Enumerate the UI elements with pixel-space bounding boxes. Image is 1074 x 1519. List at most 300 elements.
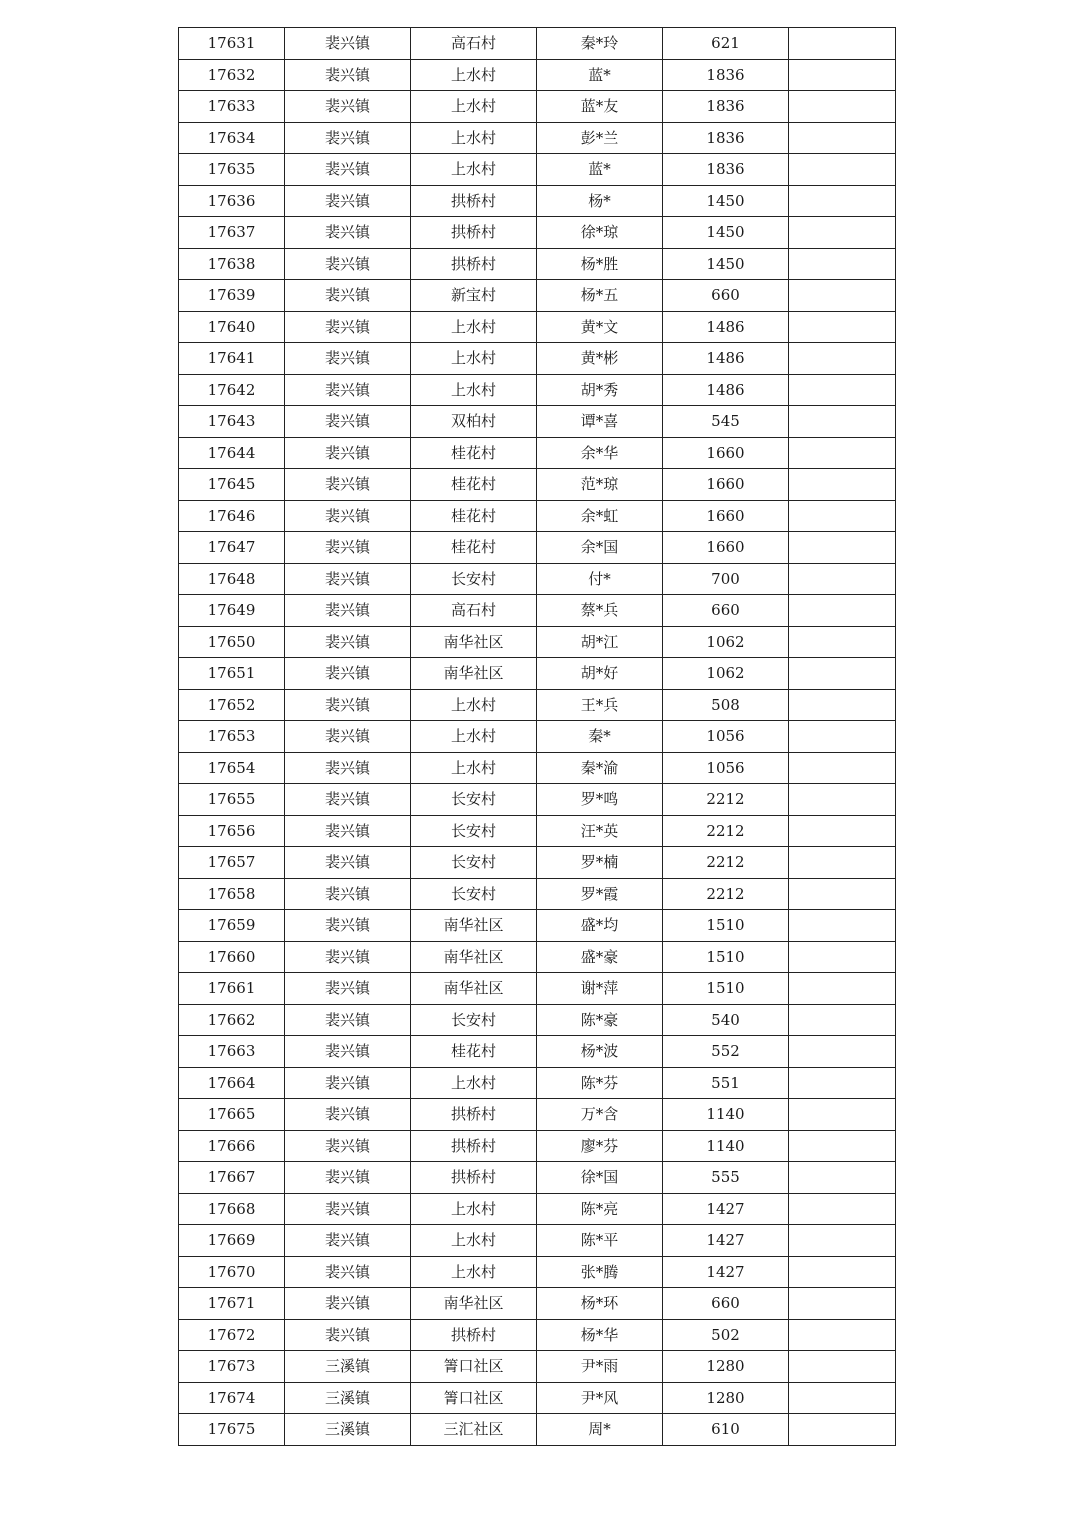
cell-town: 裴兴镇 — [285, 1130, 411, 1162]
table-row — [179, 721, 896, 753]
cell-name: 杨*环 — [537, 1288, 663, 1320]
cell-town: 裴兴镇 — [285, 689, 411, 721]
cell-village: 上水村 — [411, 1256, 537, 1288]
cell-name: 陈*平 — [537, 1225, 663, 1257]
cell-serial-number: 17638 — [179, 248, 285, 280]
cell-town: 裴兴镇 — [285, 311, 411, 343]
cell-village: 桂花村 — [411, 532, 537, 564]
cell-name: 徐*国 — [537, 1162, 663, 1194]
cell-town: 裴兴镇 — [285, 941, 411, 973]
cell-name: 谢*萍 — [537, 973, 663, 1005]
cell-amount: 1836 — [663, 91, 789, 123]
cell-note — [789, 406, 896, 438]
cell-name: 罗*霞 — [537, 878, 663, 910]
cell-name: 黄*彬 — [537, 343, 663, 375]
cell-amount: 1836 — [663, 59, 789, 91]
cell-amount: 1450 — [663, 185, 789, 217]
cell-name: 蓝* — [537, 59, 663, 91]
cell-serial-number: 17658 — [179, 878, 285, 910]
cell-town: 裴兴镇 — [285, 343, 411, 375]
cell-village: 南华社区 — [411, 973, 537, 1005]
cell-town: 裴兴镇 — [285, 469, 411, 501]
cell-note — [789, 1225, 896, 1257]
cell-village: 上水村 — [411, 721, 537, 753]
table-row — [179, 815, 896, 847]
cell-town: 裴兴镇 — [285, 563, 411, 595]
cell-town: 裴兴镇 — [285, 185, 411, 217]
table-row — [179, 1193, 896, 1225]
cell-town: 裴兴镇 — [285, 154, 411, 186]
cell-town: 裴兴镇 — [285, 248, 411, 280]
cell-note — [789, 59, 896, 91]
cell-amount: 552 — [663, 1036, 789, 1068]
cell-serial-number: 17671 — [179, 1288, 285, 1320]
cell-town: 裴兴镇 — [285, 878, 411, 910]
cell-serial-number: 17651 — [179, 658, 285, 690]
cell-village: 长安村 — [411, 815, 537, 847]
cell-name: 杨*五 — [537, 280, 663, 312]
table-row — [179, 973, 896, 1005]
cell-town: 裴兴镇 — [285, 626, 411, 658]
cell-village: 新宝村 — [411, 280, 537, 312]
cell-village: 长安村 — [411, 1004, 537, 1036]
cell-serial-number: 17642 — [179, 374, 285, 406]
cell-name: 罗*楠 — [537, 847, 663, 879]
cell-amount: 2212 — [663, 815, 789, 847]
table-row — [179, 154, 896, 186]
cell-note — [789, 500, 896, 532]
table-row — [179, 343, 896, 375]
cell-town: 裴兴镇 — [285, 91, 411, 123]
cell-village: 高石村 — [411, 595, 537, 627]
cell-town: 裴兴镇 — [285, 815, 411, 847]
cell-amount: 1660 — [663, 437, 789, 469]
cell-amount: 1450 — [663, 217, 789, 249]
cell-town: 裴兴镇 — [285, 374, 411, 406]
cell-town: 裴兴镇 — [285, 280, 411, 312]
cell-village: 双柏村 — [411, 406, 537, 438]
cell-village: 高石村 — [411, 28, 537, 60]
cell-amount: 2212 — [663, 784, 789, 816]
table-row — [179, 469, 896, 501]
table-row — [179, 311, 896, 343]
cell-note — [789, 28, 896, 60]
cell-village: 拱桥村 — [411, 185, 537, 217]
cell-name: 彭*兰 — [537, 122, 663, 154]
cell-amount: 1056 — [663, 721, 789, 753]
cell-town: 裴兴镇 — [285, 1256, 411, 1288]
table-row — [179, 91, 896, 123]
cell-note — [789, 1036, 896, 1068]
table-row — [179, 500, 896, 532]
cell-name: 杨*胜 — [537, 248, 663, 280]
cell-town: 裴兴镇 — [285, 752, 411, 784]
cell-serial-number: 17650 — [179, 626, 285, 658]
cell-note — [789, 721, 896, 753]
cell-note — [789, 1414, 896, 1446]
cell-village: 南华社区 — [411, 626, 537, 658]
cell-name: 余*虹 — [537, 500, 663, 532]
cell-serial-number: 17653 — [179, 721, 285, 753]
table-row — [179, 1036, 896, 1068]
cell-serial-number: 17647 — [179, 532, 285, 564]
cell-name: 秦* — [537, 721, 663, 753]
cell-village: 桂花村 — [411, 437, 537, 469]
cell-serial-number: 17669 — [179, 1225, 285, 1257]
cell-name: 尹*风 — [537, 1382, 663, 1414]
cell-note — [789, 532, 896, 564]
cell-serial-number: 17645 — [179, 469, 285, 501]
cell-serial-number: 17652 — [179, 689, 285, 721]
cell-town: 裴兴镇 — [285, 847, 411, 879]
table-row — [179, 1067, 896, 1099]
cell-serial-number: 17640 — [179, 311, 285, 343]
cell-village: 上水村 — [411, 91, 537, 123]
cell-town: 裴兴镇 — [285, 28, 411, 60]
cell-amount: 1486 — [663, 343, 789, 375]
table-row — [179, 185, 896, 217]
cell-name: 蔡*兵 — [537, 595, 663, 627]
table-row — [179, 1288, 896, 1320]
cell-amount: 2212 — [663, 847, 789, 879]
cell-note — [789, 878, 896, 910]
cell-name: 蓝*友 — [537, 91, 663, 123]
cell-name: 余*华 — [537, 437, 663, 469]
cell-note — [789, 1319, 896, 1351]
cell-amount: 1660 — [663, 469, 789, 501]
cell-name: 付* — [537, 563, 663, 595]
cell-village: 长安村 — [411, 563, 537, 595]
cell-town: 裴兴镇 — [285, 500, 411, 532]
cell-amount: 1140 — [663, 1130, 789, 1162]
cell-note — [789, 941, 896, 973]
cell-amount: 1427 — [663, 1256, 789, 1288]
cell-amount: 1062 — [663, 658, 789, 690]
cell-amount: 1510 — [663, 910, 789, 942]
cell-town: 裴兴镇 — [285, 1193, 411, 1225]
cell-serial-number: 17670 — [179, 1256, 285, 1288]
table-row — [179, 1099, 896, 1131]
cell-note — [789, 1351, 896, 1383]
cell-town: 裴兴镇 — [285, 658, 411, 690]
cell-village: 长安村 — [411, 878, 537, 910]
cell-serial-number: 17657 — [179, 847, 285, 879]
cell-amount: 502 — [663, 1319, 789, 1351]
cell-name: 廖*芬 — [537, 1130, 663, 1162]
cell-amount: 1450 — [663, 248, 789, 280]
table-row — [179, 1162, 896, 1194]
cell-town: 裴兴镇 — [285, 59, 411, 91]
cell-name: 蓝* — [537, 154, 663, 186]
cell-serial-number: 17643 — [179, 406, 285, 438]
cell-serial-number: 17633 — [179, 91, 285, 123]
cell-town: 裴兴镇 — [285, 1004, 411, 1036]
cell-serial-number: 17667 — [179, 1162, 285, 1194]
cell-town: 三溪镇 — [285, 1414, 411, 1446]
table-row — [179, 406, 896, 438]
cell-amount: 540 — [663, 1004, 789, 1036]
table-row — [179, 374, 896, 406]
cell-note — [789, 658, 896, 690]
table-row — [179, 1130, 896, 1162]
cell-note — [789, 1067, 896, 1099]
cell-village: 南华社区 — [411, 1288, 537, 1320]
cell-serial-number: 17664 — [179, 1067, 285, 1099]
table-row — [179, 532, 896, 564]
table-row — [179, 1004, 896, 1036]
cell-name: 陈*亮 — [537, 1193, 663, 1225]
table-row — [179, 122, 896, 154]
cell-serial-number: 17666 — [179, 1130, 285, 1162]
cell-serial-number: 17661 — [179, 973, 285, 1005]
cell-amount: 1510 — [663, 941, 789, 973]
table-row — [179, 1256, 896, 1288]
cell-amount: 1427 — [663, 1225, 789, 1257]
cell-note — [789, 185, 896, 217]
cell-village: 上水村 — [411, 374, 537, 406]
cell-amount: 660 — [663, 595, 789, 627]
cell-amount: 1062 — [663, 626, 789, 658]
cell-town: 裴兴镇 — [285, 1225, 411, 1257]
cell-amount: 2212 — [663, 878, 789, 910]
cell-name: 万*含 — [537, 1099, 663, 1131]
cell-town: 裴兴镇 — [285, 910, 411, 942]
cell-town: 裴兴镇 — [285, 595, 411, 627]
cell-note — [789, 1256, 896, 1288]
cell-serial-number: 17660 — [179, 941, 285, 973]
cell-village: 拱桥村 — [411, 1319, 537, 1351]
cell-amount: 700 — [663, 563, 789, 595]
cell-serial-number: 17648 — [179, 563, 285, 595]
cell-town: 裴兴镇 — [285, 122, 411, 154]
cell-amount: 1280 — [663, 1351, 789, 1383]
cell-note — [789, 1130, 896, 1162]
cell-serial-number: 17674 — [179, 1382, 285, 1414]
cell-amount: 508 — [663, 689, 789, 721]
cell-note — [789, 1004, 896, 1036]
cell-name: 余*国 — [537, 532, 663, 564]
cell-amount: 621 — [663, 28, 789, 60]
table-row — [179, 280, 896, 312]
cell-note — [789, 311, 896, 343]
table-row — [179, 1414, 896, 1446]
cell-town: 裴兴镇 — [285, 217, 411, 249]
cell-note — [789, 1193, 896, 1225]
cell-name: 杨*华 — [537, 1319, 663, 1351]
table-row — [179, 595, 896, 627]
cell-amount: 610 — [663, 1414, 789, 1446]
cell-amount: 545 — [663, 406, 789, 438]
cell-serial-number: 17639 — [179, 280, 285, 312]
cell-village: 箐口社区 — [411, 1351, 537, 1383]
cell-village: 南华社区 — [411, 910, 537, 942]
cell-note — [789, 689, 896, 721]
table-row — [179, 1319, 896, 1351]
cell-name: 汪*英 — [537, 815, 663, 847]
cell-village: 上水村 — [411, 752, 537, 784]
cell-note — [789, 847, 896, 879]
cell-village: 南华社区 — [411, 658, 537, 690]
cell-town: 裴兴镇 — [285, 437, 411, 469]
cell-name: 周* — [537, 1414, 663, 1446]
cell-name: 王*兵 — [537, 689, 663, 721]
cell-note — [789, 374, 896, 406]
cell-town: 裴兴镇 — [285, 784, 411, 816]
cell-note — [789, 784, 896, 816]
cell-amount: 1836 — [663, 122, 789, 154]
cell-note — [789, 626, 896, 658]
cell-town: 裴兴镇 — [285, 1319, 411, 1351]
cell-serial-number: 17631 — [179, 28, 285, 60]
table-row — [179, 28, 896, 60]
cell-village: 箐口社区 — [411, 1382, 537, 1414]
cell-serial-number: 17634 — [179, 122, 285, 154]
cell-town: 裴兴镇 — [285, 721, 411, 753]
cell-serial-number: 17668 — [179, 1193, 285, 1225]
cell-amount: 1427 — [663, 1193, 789, 1225]
cell-village: 三汇社区 — [411, 1414, 537, 1446]
cell-village: 拱桥村 — [411, 1099, 537, 1131]
cell-amount: 551 — [663, 1067, 789, 1099]
cell-name: 胡*江 — [537, 626, 663, 658]
cell-amount: 660 — [663, 1288, 789, 1320]
table-row — [179, 217, 896, 249]
cell-note — [789, 1288, 896, 1320]
cell-name: 杨* — [537, 185, 663, 217]
cell-village: 上水村 — [411, 1193, 537, 1225]
cell-note — [789, 563, 896, 595]
cell-village: 拱桥村 — [411, 248, 537, 280]
cell-note — [789, 217, 896, 249]
cell-amount: 1280 — [663, 1382, 789, 1414]
cell-note — [789, 815, 896, 847]
table-row — [179, 941, 896, 973]
cell-note — [789, 1099, 896, 1131]
table-row — [179, 248, 896, 280]
cell-note — [789, 437, 896, 469]
cell-town: 裴兴镇 — [285, 1288, 411, 1320]
cell-name: 秦*玲 — [537, 28, 663, 60]
cell-note — [789, 910, 896, 942]
cell-name: 黄*文 — [537, 311, 663, 343]
table-row — [179, 1225, 896, 1257]
cell-note — [789, 973, 896, 1005]
cell-amount: 1056 — [663, 752, 789, 784]
cell-serial-number: 17675 — [179, 1414, 285, 1446]
cell-town: 裴兴镇 — [285, 406, 411, 438]
table-row — [179, 784, 896, 816]
cell-note — [789, 1382, 896, 1414]
cell-village: 上水村 — [411, 1225, 537, 1257]
cell-serial-number: 17655 — [179, 784, 285, 816]
cell-amount: 1486 — [663, 311, 789, 343]
cell-name: 罗*鸣 — [537, 784, 663, 816]
cell-serial-number: 17635 — [179, 154, 285, 186]
cell-note — [789, 91, 896, 123]
cell-amount: 1486 — [663, 374, 789, 406]
cell-village: 拱桥村 — [411, 1162, 537, 1194]
cell-note — [789, 343, 896, 375]
cell-town: 裴兴镇 — [285, 1162, 411, 1194]
cell-town: 裴兴镇 — [285, 532, 411, 564]
cell-amount: 555 — [663, 1162, 789, 1194]
cell-village: 拱桥村 — [411, 1130, 537, 1162]
cell-serial-number: 17663 — [179, 1036, 285, 1068]
cell-village: 长安村 — [411, 784, 537, 816]
records-table — [178, 27, 896, 1446]
table-row — [179, 658, 896, 690]
cell-note — [789, 122, 896, 154]
cell-note — [789, 752, 896, 784]
cell-town: 三溪镇 — [285, 1351, 411, 1383]
table-row — [179, 847, 896, 879]
cell-village: 拱桥村 — [411, 217, 537, 249]
cell-serial-number: 17644 — [179, 437, 285, 469]
table-row — [179, 563, 896, 595]
cell-name: 盛*均 — [537, 910, 663, 942]
cell-serial-number: 17656 — [179, 815, 285, 847]
table-row — [179, 910, 896, 942]
cell-serial-number: 17646 — [179, 500, 285, 532]
cell-note — [789, 154, 896, 186]
cell-name: 谭*喜 — [537, 406, 663, 438]
cell-village: 上水村 — [411, 122, 537, 154]
table-row — [179, 1351, 896, 1383]
cell-note — [789, 248, 896, 280]
cell-serial-number: 17665 — [179, 1099, 285, 1131]
table-row — [179, 59, 896, 91]
table-row — [179, 689, 896, 721]
cell-village: 上水村 — [411, 154, 537, 186]
table-row — [179, 626, 896, 658]
cell-amount: 1660 — [663, 532, 789, 564]
cell-name: 秦*渝 — [537, 752, 663, 784]
cell-amount: 1836 — [663, 154, 789, 186]
table-row — [179, 1382, 896, 1414]
cell-village: 上水村 — [411, 59, 537, 91]
cell-village: 桂花村 — [411, 1036, 537, 1068]
cell-serial-number: 17659 — [179, 910, 285, 942]
cell-name: 杨*波 — [537, 1036, 663, 1068]
cell-town: 三溪镇 — [285, 1382, 411, 1414]
cell-town: 裴兴镇 — [285, 973, 411, 1005]
cell-name: 尹*雨 — [537, 1351, 663, 1383]
cell-village: 桂花村 — [411, 500, 537, 532]
cell-village: 上水村 — [411, 343, 537, 375]
cell-village: 上水村 — [411, 311, 537, 343]
cell-serial-number: 17673 — [179, 1351, 285, 1383]
cell-serial-number: 17632 — [179, 59, 285, 91]
cell-amount: 1510 — [663, 973, 789, 1005]
cell-serial-number: 17662 — [179, 1004, 285, 1036]
cell-serial-number: 17637 — [179, 217, 285, 249]
cell-town: 裴兴镇 — [285, 1036, 411, 1068]
cell-serial-number: 17654 — [179, 752, 285, 784]
cell-name: 盛*豪 — [537, 941, 663, 973]
cell-serial-number: 17641 — [179, 343, 285, 375]
cell-note — [789, 280, 896, 312]
cell-village: 上水村 — [411, 1067, 537, 1099]
table-row — [179, 878, 896, 910]
cell-name: 陈*芬 — [537, 1067, 663, 1099]
cell-village: 上水村 — [411, 689, 537, 721]
cell-town: 裴兴镇 — [285, 1067, 411, 1099]
cell-amount: 660 — [663, 280, 789, 312]
records-table-body — [179, 28, 896, 1446]
cell-town: 裴兴镇 — [285, 1099, 411, 1131]
cell-name: 徐*琼 — [537, 217, 663, 249]
cell-note — [789, 469, 896, 501]
